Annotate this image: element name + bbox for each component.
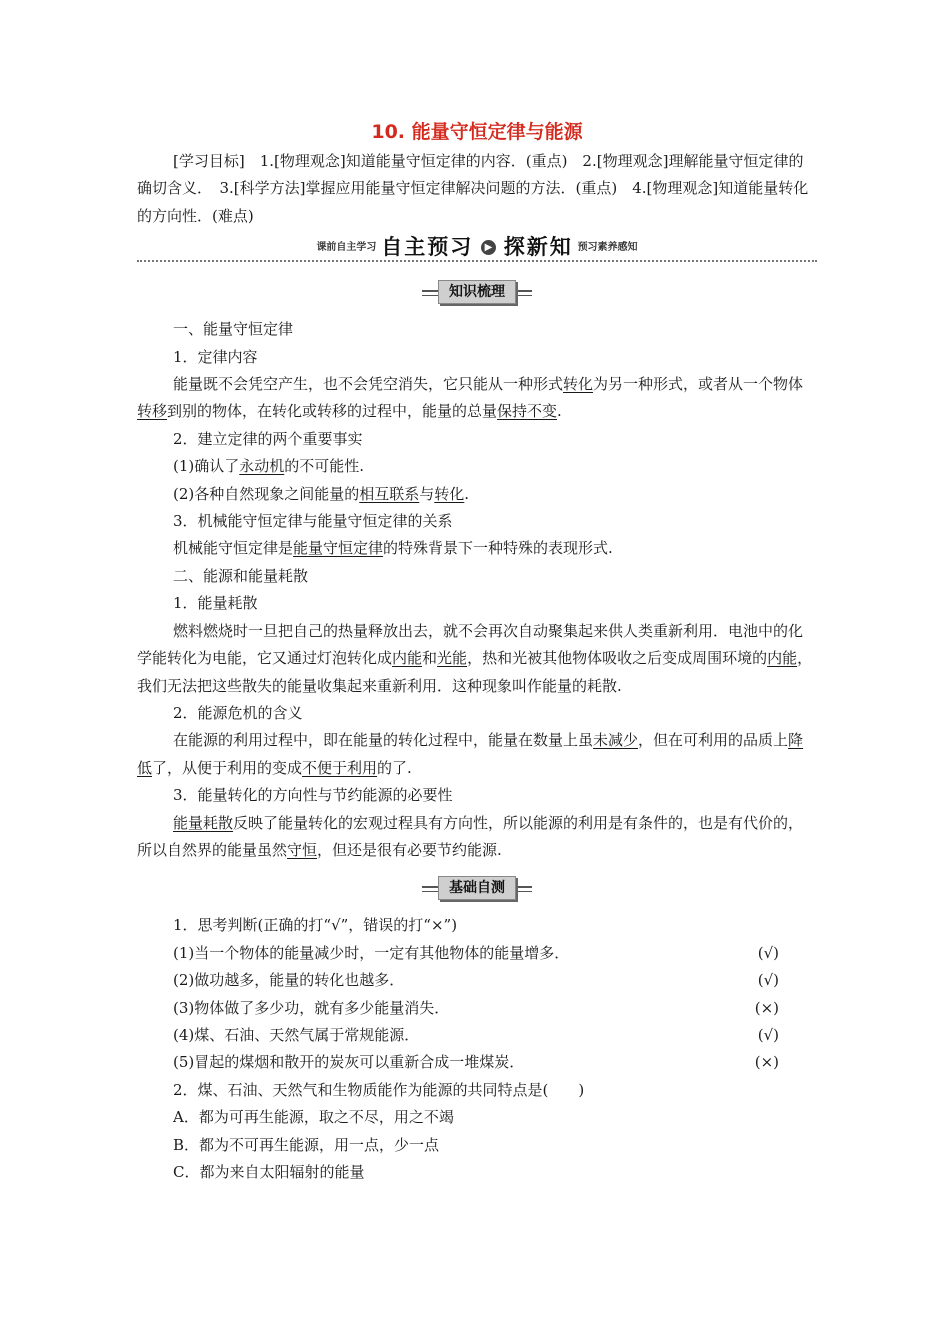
section-banner — [137, 234, 817, 268]
section-2-2-title: 2．能源危机的含义 — [173, 703, 303, 722]
crisis-paragraph: 在能源的利用过程中，即在能量的转化过程中，能量在数量上虽未减少，但在可利用的品质上降低了，从便于利用的变成不便于利用的了. — [137, 731, 804, 777]
section-1-3-title: 3．机械能守恒定律与能量守恒定律的关系 — [173, 512, 453, 531]
fact-1: (1)确认了永动机的不可能性. — [173, 457, 365, 476]
judge-mark: (×) — [754, 1053, 779, 1072]
blank-answer: 内能 — [767, 649, 798, 668]
question-1: 1．思考判断(正确的打“√”，错误的打“×”) — [173, 916, 458, 935]
section-2-3-title: 3．能量转化的方向性与节约能源的必要性 — [173, 786, 453, 805]
document-page — [137, 118, 817, 1186]
blank-answer: 转化 — [434, 484, 465, 503]
dissipation-paragraph: 燃料燃烧时一旦把自己的热量释放出去，就不会再次自动聚集起来供人类重新利用．电池中的化学能转化为电能，它又通过灯泡转化成内能和光能，热和光被其他物体吸收之后变成周围环境的内能，我们无法把这些散失的能量收集起来重新利用．这种现象叫作能量的耗散. — [137, 621, 813, 695]
blank-answer: 未减少 — [593, 731, 639, 750]
knowledge-heading — [137, 278, 817, 310]
judge-item: (1)当一个物体的能量减少时，一定有其他物体的能量增多． (√) — [137, 940, 817, 967]
learning-objectives: [学习目标] 1.[物理观念]知道能量守恒定律的内容．(重点) 2.[物理观念]理解能量守恒定律的确切含义． 3.[科学方法]掌握应用能量守恒定律解决问题的方法．(重点) 4.[物理观念]知道能量转化的方向性．(难点) — [137, 152, 809, 225]
option-a: A．都为可再生能源，取之不尽，用之不竭 — [173, 1108, 454, 1127]
section-1-2-title: 2．建立定律的两个重要事实 — [173, 429, 363, 448]
judge-item: (3)物体做了多少功，就有多少能量消失． (×) — [137, 995, 817, 1022]
question-2: 2．煤、石油、天然气和生物质能作为能源的共同特点是( ) — [173, 1080, 585, 1099]
test-heading — [137, 874, 817, 906]
blank-answer: 相互联系 — [359, 484, 420, 503]
judge-mark: (√) — [757, 1025, 779, 1044]
judge-item: (5)冒起的煤烟和散开的炭灰可以重新合成一堆煤炭． (×) — [137, 1049, 817, 1076]
banner-main-a: 自主预习 — [381, 235, 474, 260]
option-c: C．都为来自太阳辐射的能量 — [173, 1163, 365, 1181]
law-content-paragraph: 能量既不会凭空产生，也不会凭空消失，它只能从一种形式转化为另一种形式，或者从一个物体转移到别的物体，在转化或转移的过程中，能量的总量保持不变. — [137, 375, 804, 421]
section-1-title: 一、能量守恒定律 — [173, 320, 294, 339]
page-title: 10. 能量守恒定律与能源 — [371, 121, 583, 143]
judge-mark: (√) — [757, 943, 779, 962]
blank-answer: 转移 — [137, 402, 168, 421]
section-1-1-title: 1．定律内容 — [173, 347, 258, 366]
blank-answer: 能量耗散 — [173, 813, 234, 832]
banner-left-text: 课前自主学习 — [316, 242, 377, 254]
banner-main-b: 探新知 — [503, 235, 573, 260]
direction-paragraph: 能量耗散反映了能量转化的宏观过程具有方向性，所以能源的利用是有条件的，也是有代价的，所以自然界的能量虽然守恒，但还是很有必要节约能源. — [137, 813, 804, 859]
blank-answer: 光能 — [437, 649, 468, 668]
relation-paragraph: 机械能守恒定律是能量守恒定律的特殊背景下一种特殊的表现形式. — [173, 539, 613, 558]
option-b: B．都为不可再生能源，用一点，少一点 — [173, 1135, 440, 1154]
test-heading-label: 基础自测 — [438, 876, 516, 900]
judge-mark: (√) — [757, 971, 779, 990]
judge-mark: (×) — [754, 998, 779, 1017]
blank-answer: 转化 — [563, 375, 594, 394]
arrow-right-icon: ▶ — [481, 240, 496, 255]
blank-answer: 能量守恒定律 — [293, 539, 384, 558]
blank-answer: 保持不变 — [497, 402, 558, 421]
blank-answer: 永动机 — [239, 457, 285, 476]
judge-item: (2)做功越多，能量的转化也越多． (√) — [137, 967, 817, 994]
judge-item: (4)煤、石油、天然气属于常规能源． (√) — [137, 1022, 817, 1049]
banner-right-text: 预习素养感知 — [577, 242, 638, 254]
knowledge-heading-label: 知识梳理 — [438, 280, 516, 304]
blank-answer: 不便于利用 — [302, 758, 378, 777]
fact-2: (2)各种自然现象之间能量的相互联系与转化. — [173, 484, 470, 503]
section-2-title: 二、能源和能量耗散 — [173, 566, 309, 585]
blank-answer: 内能 — [392, 649, 423, 668]
section-2-1-title: 1．能量耗散 — [173, 594, 258, 613]
blank-answer: 守恒 — [287, 840, 318, 859]
blank-answer: 降低 — [137, 731, 804, 777]
